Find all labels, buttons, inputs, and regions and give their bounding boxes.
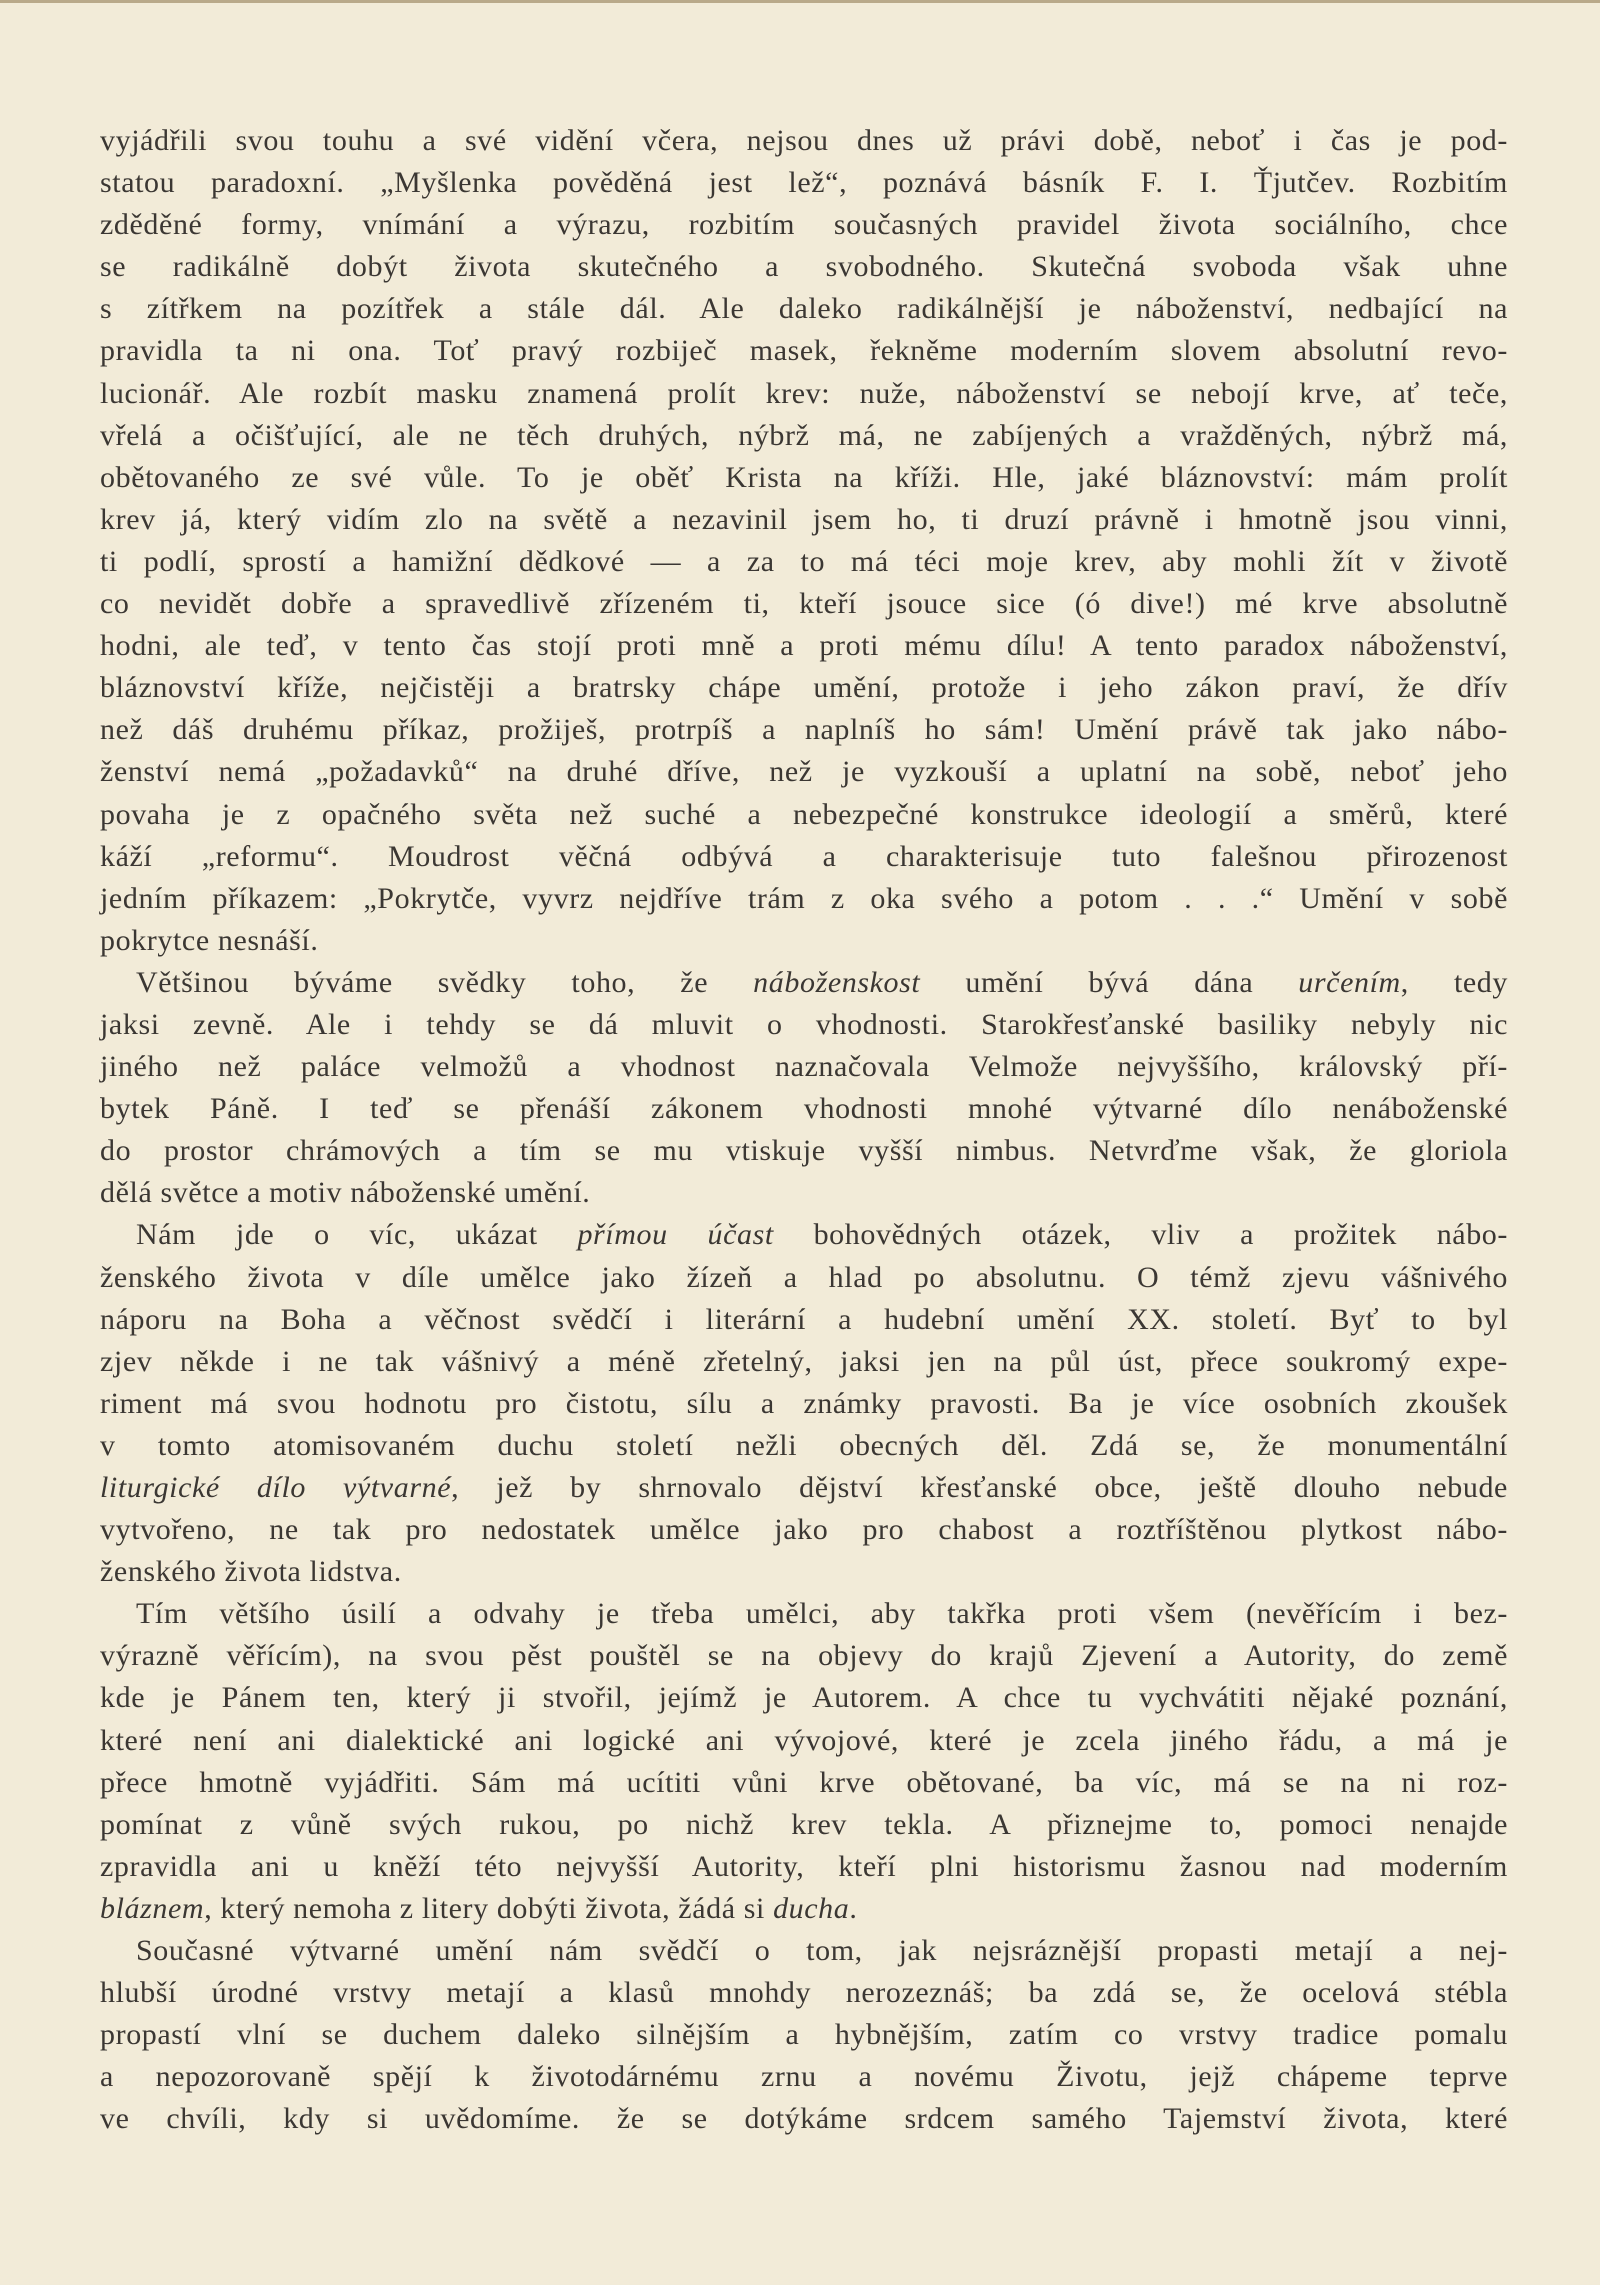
italic-emphasis: liturgické dílo výtvarné	[100, 1471, 452, 1504]
text-segment: Většinou býváme svědky toho, že	[136, 965, 754, 999]
text-segment: , který nemoha z litery dobýti života, žádá si	[204, 1891, 774, 1925]
text-line	[100, 1214, 1508, 1256]
text-segment: Nám jde o víc, ukázat	[136, 1218, 578, 1252]
text-line: lucionář. Ale rozbít masku znamená prolít krev: nuže, náboženství se nebojí krve, ať teče,	[100, 376, 1508, 410]
text-segment: .	[849, 1891, 858, 1925]
text-line: se radikálně dobýt života skutečného a svobodného. Skutečná svoboda však uhne	[100, 250, 1508, 284]
text-line: Současné výtvarné umění nám svědčí o tom, jak nejsráznější propasti metají a nej-	[136, 1934, 1508, 1968]
text-line: zpravidla ani u kněží této nejvyšší Autority, kteří plni historismu žasnou nad moderním	[100, 1849, 1508, 1883]
text-line: ženského života lidstva.	[100, 1555, 402, 1589]
italic-emphasis: určením	[1298, 965, 1401, 999]
text-line: náporu na Boha a věčnost svědčí i literární a hudební umění XX. století. Byť to byl	[100, 1302, 1508, 1336]
text-segment: , tedy	[1400, 965, 1508, 999]
paragraph	[100, 120, 1508, 962]
text-line: výrazně věřícím), na svou pěst pouštěl se na objevy do krajů Zjevení a Autority, do země	[100, 1639, 1508, 1673]
text-line: obětovaného ze své vůle. To je oběť Krista na kříži. Hle, jaké bláznovství: mám prolít	[100, 460, 1508, 494]
text-line: vřelá a očišťující, ale ne těch druhých, nýbrž má, ne zabíjených a vražděných, nýbrž má,	[100, 418, 1508, 452]
text-line: hodni, ale teď, v tento čas stojí proti mně a proti mému dílu! A tento paradox náboženství,	[100, 629, 1508, 663]
text-line: krev já, který vidím zlo na světě a nezavinil jsem ho, ti druzí právně i hmotně jsou vinni,	[100, 502, 1508, 536]
text-segment: , jež by shrnovalo dějství křesťanské obce, ještě dlouho nebude	[451, 1471, 1508, 1504]
paragraph	[100, 1593, 1508, 1930]
text-line: v tomto atomisovaném duchu století nežli obecných děl. Zdá se, že monumentální	[100, 1428, 1508, 1462]
text-line: hlubší úrodné vrstvy metají a klasů mnohdy nerozeznáš; ba zdá se, že ocelová stébla	[100, 1976, 1508, 2010]
text-line: do prostor chrámových a tím se mu vtiskuje vyšší nimbus. Netvrďme však, že gloriola	[100, 1134, 1508, 1168]
text-line: vyjádřili svou touhu a své vidění včera, nejsou dnes už právi době, neboť i čas je pod-	[100, 124, 1508, 157]
page-top-edge	[0, 0, 1600, 3]
text-line: jedním příkazem: „Pokrytče, vyvrz nejdříve trám z oka svého a potom . . .“ Umění v sobě	[100, 881, 1508, 915]
text-line: ženství nemá „požadavků“ na druhé dříve, než je vyzkouší a uplatní na sobě, neboť jeho	[100, 755, 1508, 789]
text-line: s zítřkem na pozítřek a stále dál. Ale daleko radikálnější je náboženství, nedbající na	[100, 292, 1508, 326]
paragraph	[100, 1214, 1508, 1593]
text-line: povaha je z opačného světa než suché a nebezpečné konstrukce ideologií a směrů, které	[100, 797, 1508, 831]
text-line: co nevidět dobře a spravedlivě zřízeném ti, kteří jsouce sice (ó dive!) mé krve absolutně	[100, 587, 1508, 621]
text-line: bláznovství kříže, nejčistěji a bratrsky chápe umění, protože i jeho zákon praví, že dřív	[100, 671, 1508, 705]
text-line: dělá světce a motiv náboženské umění.	[100, 1176, 591, 1210]
text-line: pokrytce nesnáší.	[100, 923, 319, 957]
text-line	[100, 962, 1508, 1004]
text-line: jaksi zevně. Ale i tehdy se dá mluvit o vhodnosti. Starokřesťanské basiliky nebyly nic	[100, 1007, 1508, 1041]
italic-emphasis: ducha	[773, 1891, 850, 1925]
italic-emphasis: náboženskost	[753, 965, 921, 999]
paragraph	[100, 962, 1508, 1215]
text-segment: umění bývá dána	[920, 965, 1299, 999]
text-line: riment má svou hodnotu pro čistotu, sílu a známky pravosti. Ba je více osobních zkoušek	[100, 1386, 1508, 1420]
text-line: káží „reformu“. Moudrost věčná odbývá a charakterisuje tuto falešnou přirozenost	[100, 839, 1508, 873]
text-line: statou paradoxní. „Myšlenka pověděná jest lež“, poznává básník F. I. Ťjutčev. Rozbitím	[100, 166, 1508, 200]
text-line: a nepozorovaně spějí k životodárnému zrnu a novému Životu, jejž chápeme teprve	[100, 2060, 1508, 2094]
italic-emphasis: bláznem	[100, 1891, 205, 1925]
text-line: než dáš druhému příkaz, prožiješ, protrpíš a naplníš ho sám! Umění právě tak jako nábo-	[100, 713, 1508, 747]
text-line: Tím většího úsilí a odvahy je třeba umělci, aby takřka proti všem (nevěřícím i bez-	[136, 1597, 1508, 1631]
italic-emphasis: přímou účast	[577, 1218, 774, 1252]
text-line: přece hmotně vyjádřiti. Sám má ucítiti vůni krve obětované, ba víc, má se na ni roz-	[100, 1765, 1508, 1799]
text-line: ženského života v díle umělce jako žízeň a hlad po absolutnu. O témž zjevu vášnivého	[100, 1260, 1508, 1294]
text-line: pravidla ta ni ona. Toť pravý rozbiječ masek, řekněme moderním slovem absolutní revo-	[100, 334, 1508, 368]
text-line: zděděné formy, vnímání a výrazu, rozbitím současných pravidel života sociálního, chce	[100, 208, 1508, 242]
document-page	[100, 120, 1508, 2141]
text-line: ti podlí, sprostí a hamižní dědkové — a za to má téci moje krev, aby mohli žít v životě	[100, 544, 1508, 578]
paragraph	[100, 1930, 1508, 2140]
text-line: propastí vlní se duchem daleko silnějším a hybnějším, zatím co vrstvy tradice pomalu	[100, 2018, 1508, 2052]
text-line: pomínat z vůně svých rukou, po nichž krev tekla. A přiznejme to, pomoci nenajde	[100, 1807, 1508, 1841]
text-line: vytvořeno, ne tak pro nedostatek umělce jako pro chabost a roztříštěnou plytkost nábo-	[100, 1513, 1508, 1547]
text-line	[100, 1888, 1508, 1930]
text-line: kde je Pánem ten, který ji stvořil, jejímž je Autorem. A chce tu vychvátiti nějaké poznání,	[100, 1681, 1508, 1715]
text-line: bytek Páně. I teď se přenáší zákonem vhodnosti mnohé výtvarné dílo nenáboženské	[100, 1092, 1508, 1126]
text-line: ve chvíli, kdy si uvědomíme. že se dotýkáme srdcem samého Tajemství života, které	[100, 2102, 1508, 2136]
text-line: které není ani dialektické ani logické ani vývojové, které je zcela jiného řádu, a má je	[100, 1723, 1508, 1757]
text-line	[100, 1467, 1508, 1509]
text-segment: bohovědných otázek, vliv a prožitek nábo-	[773, 1218, 1508, 1252]
text-line: zjev někde i ne tak vášnivý a méně zřetelný, jaksi jen na půl úst, přece soukromý expe-	[100, 1344, 1508, 1378]
text-line: jiného než paláce velmožů a vhodnost naznačovala Velmože nejvyššího, královský pří-	[100, 1050, 1508, 1084]
